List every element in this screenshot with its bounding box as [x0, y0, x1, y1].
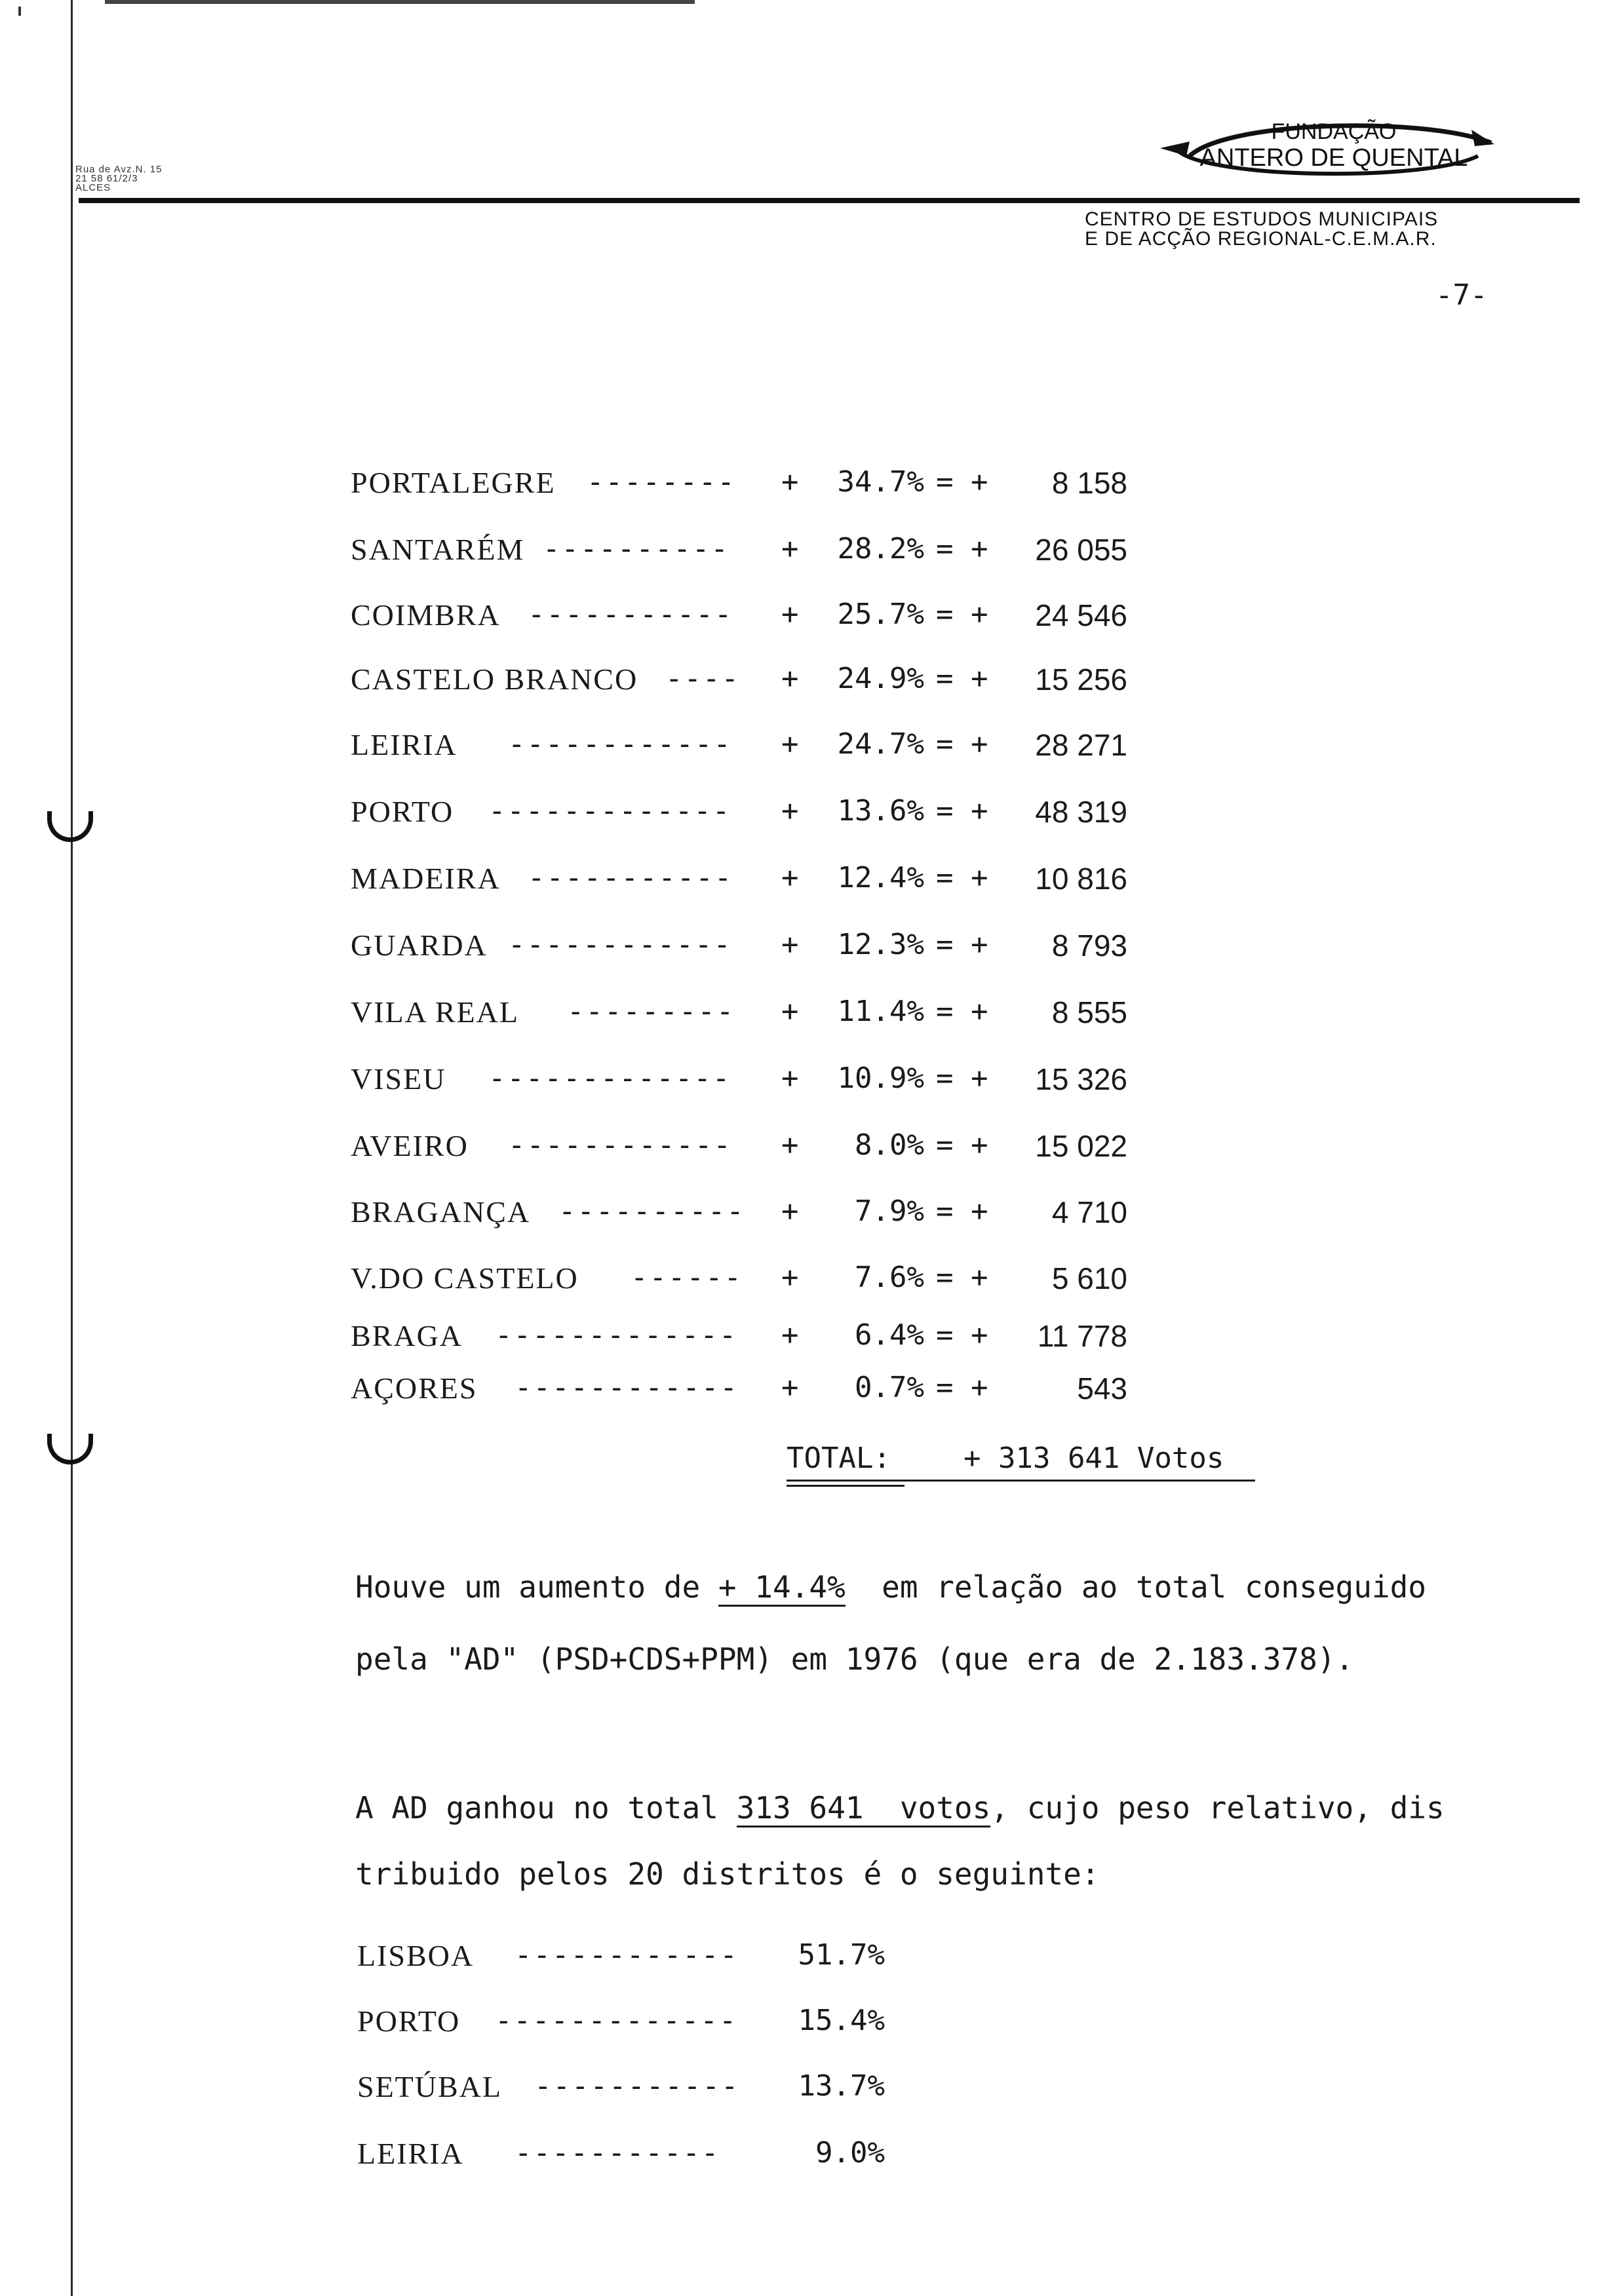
text-span: Houve um aumento de	[355, 1569, 718, 1605]
leader-dashes: -------------	[488, 794, 731, 828]
paragraph-line	[355, 1790, 1445, 1826]
equals-sign: = +	[936, 727, 988, 761]
region-name: VILA REAL	[351, 995, 519, 1029]
corner-mark	[18, 7, 21, 16]
region-percent: 13.6%	[837, 794, 924, 828]
equals-sign: = +	[936, 465, 988, 499]
region-votes: 8 158	[1051, 466, 1127, 500]
region-name: SANTARÉM	[351, 533, 525, 566]
region-votes: 543	[1077, 1371, 1127, 1406]
region-percent: 24.7%	[837, 727, 924, 761]
district-percent: 15.4%	[798, 2004, 885, 2037]
plus-sign: +	[781, 1062, 799, 1095]
plus-sign: +	[781, 1195, 799, 1228]
subtitle-line: E DE ACÇÃO REGIONAL-C.E.M.A.R.	[1085, 228, 1437, 250]
address-line: ALCES	[75, 182, 111, 193]
total-value: + 313 641 Votos	[963, 1442, 1224, 1475]
region-votes: 8 555	[1051, 995, 1127, 1029]
punch-hole-mark	[47, 811, 93, 842]
region-percent: 12.3%	[837, 928, 924, 961]
region-percent: 7.6%	[855, 1261, 924, 1294]
plus-sign: +	[781, 598, 799, 631]
leader-dashes: ------------	[508, 928, 732, 961]
leader-dashes: ------	[631, 1261, 743, 1294]
punch-hole-mark	[47, 1434, 93, 1464]
equals-sign: = +	[936, 662, 988, 695]
leader-dashes: ------------	[508, 1128, 732, 1162]
leader-dashes: -----------	[534, 2069, 740, 2103]
region-name: BRAGA	[351, 1319, 463, 1352]
region-percent: 34.7%	[837, 465, 924, 499]
total-label: TOTAL:	[787, 1442, 891, 1475]
equals-sign: = +	[936, 1062, 988, 1095]
leader-dashes: ---------	[567, 995, 735, 1028]
plus-sign: +	[781, 662, 799, 695]
leader-dashes: ----------	[543, 532, 730, 565]
equals-sign: = +	[936, 1128, 988, 1162]
foundation-logo	[1150, 117, 1504, 182]
leader-dashes: -------------	[488, 1062, 731, 1095]
region-name: PORTO	[351, 795, 454, 828]
region-votes: 15 326	[1035, 1062, 1127, 1096]
equals-sign: = +	[936, 532, 988, 565]
leader-dashes: ------------	[515, 1938, 739, 1972]
plus-sign: +	[781, 794, 799, 828]
underlined-percent: + 14.4%	[718, 1569, 846, 1607]
total-double-underline	[787, 1485, 905, 1487]
district-name: LISBOA	[357, 1939, 475, 1972]
region-percent: 11.4%	[837, 995, 924, 1028]
leader-dashes: ----------	[558, 1195, 745, 1228]
equals-sign: = +	[936, 1195, 988, 1228]
leader-dashes: -----------	[515, 2136, 720, 2170]
region-votes: 48 319	[1035, 795, 1127, 829]
region-percent: 25.7%	[837, 598, 924, 631]
address-line: Rua de Avz.N. 15	[75, 164, 163, 175]
text-span: em relação ao total conseguido	[845, 1569, 1426, 1605]
binding-edge-line	[71, 0, 73, 2296]
subtitle-line: CENTRO DE ESTUDOS MUNICIPAIS	[1085, 208, 1439, 230]
plus-sign: +	[781, 532, 799, 565]
address-line: 21 58 61/2/3	[75, 173, 138, 184]
region-percent: 8.0%	[855, 1128, 924, 1162]
region-percent: 7.9%	[855, 1195, 924, 1228]
region-name: COIMBRA	[351, 598, 501, 632]
page-number: -7-	[1435, 278, 1488, 312]
letterhead-rule	[79, 198, 1580, 203]
region-votes: 15 022	[1035, 1129, 1127, 1163]
plus-sign: +	[781, 1371, 799, 1404]
plus-sign: +	[781, 861, 799, 894]
district-percent: 9.0%	[815, 2136, 885, 2170]
equals-sign: = +	[936, 928, 988, 961]
region-percent: 24.9%	[837, 662, 924, 695]
equals-sign: = +	[936, 861, 988, 894]
leader-dashes: ----	[665, 662, 740, 695]
plus-sign: +	[781, 995, 799, 1028]
region-name: MADEIRA	[351, 862, 501, 895]
underlined-votes: 313 641 votos	[737, 1790, 991, 1827]
region-votes: 26 055	[1035, 533, 1127, 567]
region-votes: 11 778	[1037, 1319, 1127, 1353]
total-underline	[787, 1480, 1255, 1482]
equals-sign: = +	[936, 1318, 988, 1352]
region-percent: 12.4%	[837, 861, 924, 894]
district-name: SETÚBAL	[357, 2070, 502, 2103]
region-votes: 15 256	[1035, 662, 1127, 697]
leader-dashes: ------------	[515, 1371, 739, 1404]
leader-dashes: -----------	[528, 598, 733, 631]
region-name: V.DO CASTELO	[351, 1261, 579, 1295]
region-name: AÇORES	[351, 1371, 478, 1405]
text-span: , cujo peso relativo, dis	[990, 1790, 1445, 1826]
region-percent: 6.4%	[855, 1318, 924, 1352]
region-name: AVEIRO	[351, 1129, 469, 1162]
region-name: PORTALEGRE	[351, 466, 556, 499]
letterhead-address	[75, 165, 162, 193]
leader-dashes: -----------	[528, 861, 733, 894]
leader-dashes: ------------	[508, 727, 732, 761]
logo-title: FUNDAÇÃO	[1271, 119, 1397, 144]
region-votes: 24 546	[1035, 598, 1127, 632]
district-name: PORTO	[357, 2004, 461, 2038]
logo-name: ANTERO DE QUENTAL	[1199, 144, 1468, 172]
region-percent: 28.2%	[837, 532, 924, 565]
plus-sign: +	[781, 465, 799, 499]
paragraph-line: tribuido pelos 20 distritos é o seguinte:	[355, 1856, 1100, 1892]
plus-sign: +	[781, 727, 799, 761]
paragraph-line	[355, 1569, 1426, 1605]
region-votes: 5 610	[1051, 1261, 1127, 1295]
district-percent: 13.7%	[798, 2069, 885, 2103]
leader-dashes: -------------	[495, 1318, 738, 1352]
equals-sign: = +	[936, 598, 988, 631]
region-votes: 28 271	[1035, 728, 1127, 762]
plus-sign: +	[781, 1128, 799, 1162]
text-span: A AD ganhou no total	[355, 1790, 737, 1826]
equals-sign: = +	[936, 1261, 988, 1294]
region-votes: 4 710	[1051, 1195, 1127, 1229]
region-name: VISEU	[351, 1062, 446, 1096]
letterhead-subtitle	[1085, 210, 1438, 249]
plus-sign: +	[781, 928, 799, 961]
region-name: GUARDA	[351, 928, 488, 962]
region-name: BRAGANÇA	[351, 1195, 531, 1229]
district-percent: 51.7%	[798, 1938, 885, 1972]
plus-sign: +	[781, 1318, 799, 1352]
equals-sign: = +	[936, 995, 988, 1028]
equals-sign: = +	[936, 1371, 988, 1404]
region-votes: 8 793	[1051, 928, 1127, 963]
region-percent: 0.7%	[855, 1371, 924, 1404]
leader-dashes: -------------	[495, 2004, 738, 2037]
leader-dashes: --------	[587, 465, 736, 499]
paragraph-line: pela "AD" (PSD+CDS+PPM) em 1976 (que era de 2.183.378).	[355, 1641, 1354, 1677]
region-name: LEIRIA	[351, 728, 457, 761]
equals-sign: = +	[936, 794, 988, 828]
plus-sign: +	[781, 1261, 799, 1294]
region-percent: 10.9%	[837, 1062, 924, 1095]
district-name: LEIRIA	[357, 2137, 464, 2170]
top-edge-mark	[105, 0, 695, 4]
region-name: CASTELO BRANCO	[351, 662, 638, 696]
region-votes: 10 816	[1035, 862, 1127, 896]
